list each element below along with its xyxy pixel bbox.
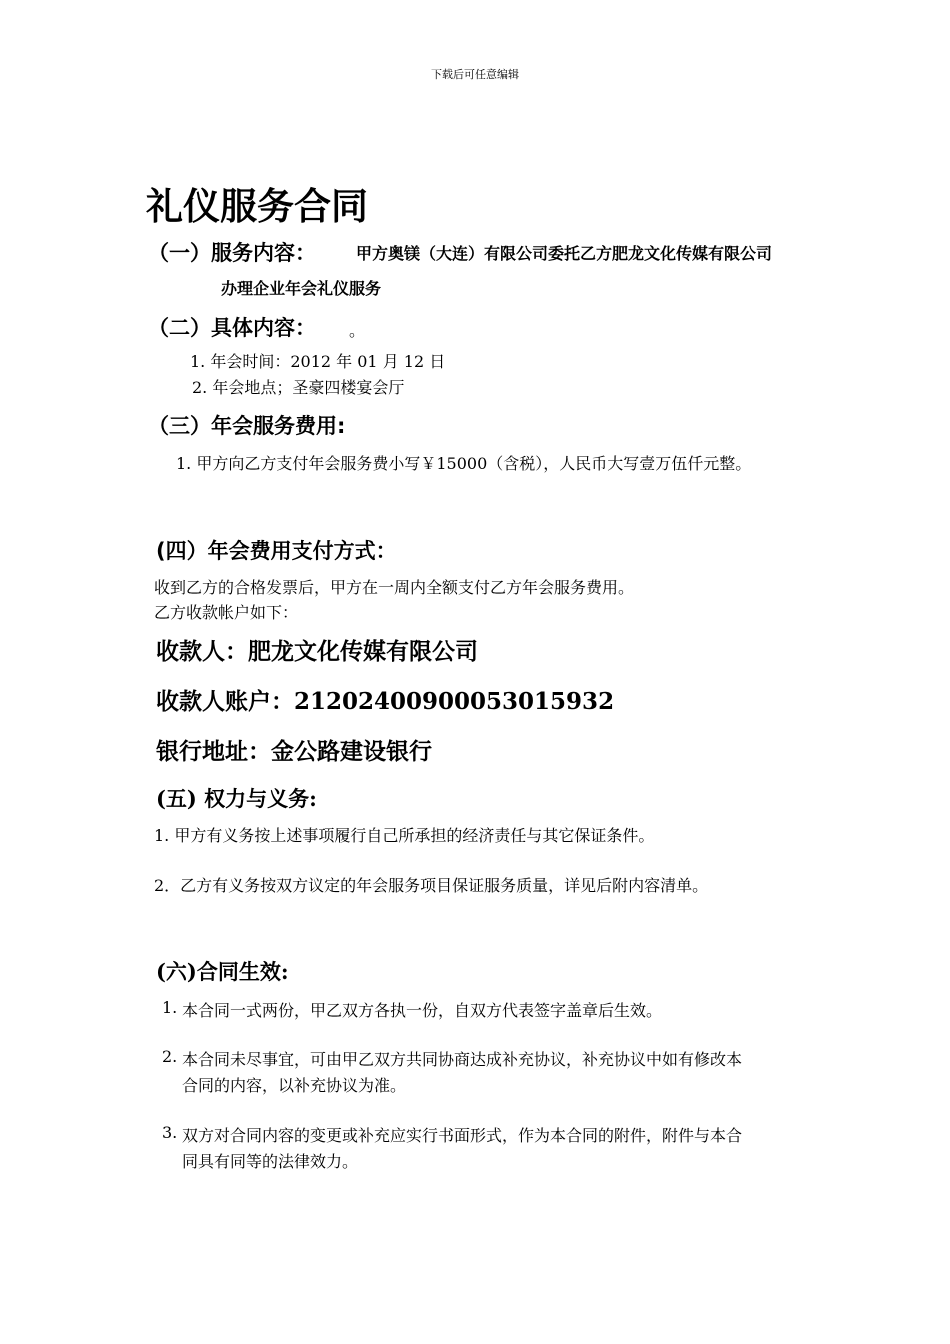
section1-text-line1: 甲方奥镁（大连）有限公司委托乙方肥龙文化传媒有限公司 [356, 244, 773, 263]
section2-suffix: 。 [349, 321, 366, 340]
section2-item-2: 2. 年会地点；圣豪四楼宴会厅 [192, 378, 405, 397]
section3-item-1: 1. 甲方向乙方支付年会服务费小写￥15000（含税），人民币大写壹万伍仟元整。 [176, 454, 752, 473]
payee-account: 收款人账户：21202400900053015932 [156, 688, 615, 715]
section6-item-1-line1: 本合同一式两份，甲乙双方各执一份，自双方代表签字盖章后生效。 [182, 1001, 663, 1020]
section6-item-2-line2: 合同的内容，以补充协议为准。 [182, 1076, 407, 1095]
section4-heading: (四）年会费用支付方式： [156, 539, 397, 563]
section2-heading: （二）具体内容： [148, 316, 316, 340]
document-title: 礼仪服务合同 [146, 185, 368, 228]
section6-heading: (六)合同生效: [156, 959, 289, 984]
section6-item-2-line1: 本合同未尽事宜，可由甲乙双方共同协商达成补充协议，补充协议中如有修改本 [182, 1050, 743, 1069]
section6-item-2-num: 2. [162, 1047, 178, 1066]
section6-item-3-line1: 双方对合同内容的变更或补充应实行书面形式，作为本合同的附件，附件与本合 [182, 1126, 743, 1145]
section6-item-3-line2: 同具有同等的法律效力。 [182, 1152, 359, 1171]
section4-text-line2: 乙方收款帐户如下： [154, 603, 299, 622]
section6-item-1-num: 1. [162, 998, 178, 1017]
section1-heading: （一）服务内容： [148, 241, 316, 265]
section3-heading: （三）年会服务费用: [148, 414, 346, 438]
page-header: 下载后可任意编辑 [431, 68, 519, 81]
section5-item-2: 2．乙方有义务按双方议定的年会服务项目保证服务质量，详见后附内容清单。 [154, 876, 709, 895]
section5-item-1: 1. 甲方有义务按上述事项履行自己所承担的经济责任与其它保证条件。 [154, 826, 655, 845]
section5-heading: (五) 权力与义务: [156, 786, 317, 811]
payee-name: 收款人：肥龙文化传媒有限公司 [156, 638, 478, 665]
section1-text-line2: 办理企业年会礼仪服务 [221, 279, 382, 298]
section4-text-line1: 收到乙方的合格发票后，甲方在一周内全额支付乙方年会服务费用。 [154, 578, 635, 597]
bank-address: 银行地址：金公路建设银行 [156, 738, 432, 765]
section2-item-1: 1. 年会时间：2012 年 01 月 12 日 [190, 352, 446, 371]
section6-item-3-num: 3. [162, 1123, 178, 1142]
